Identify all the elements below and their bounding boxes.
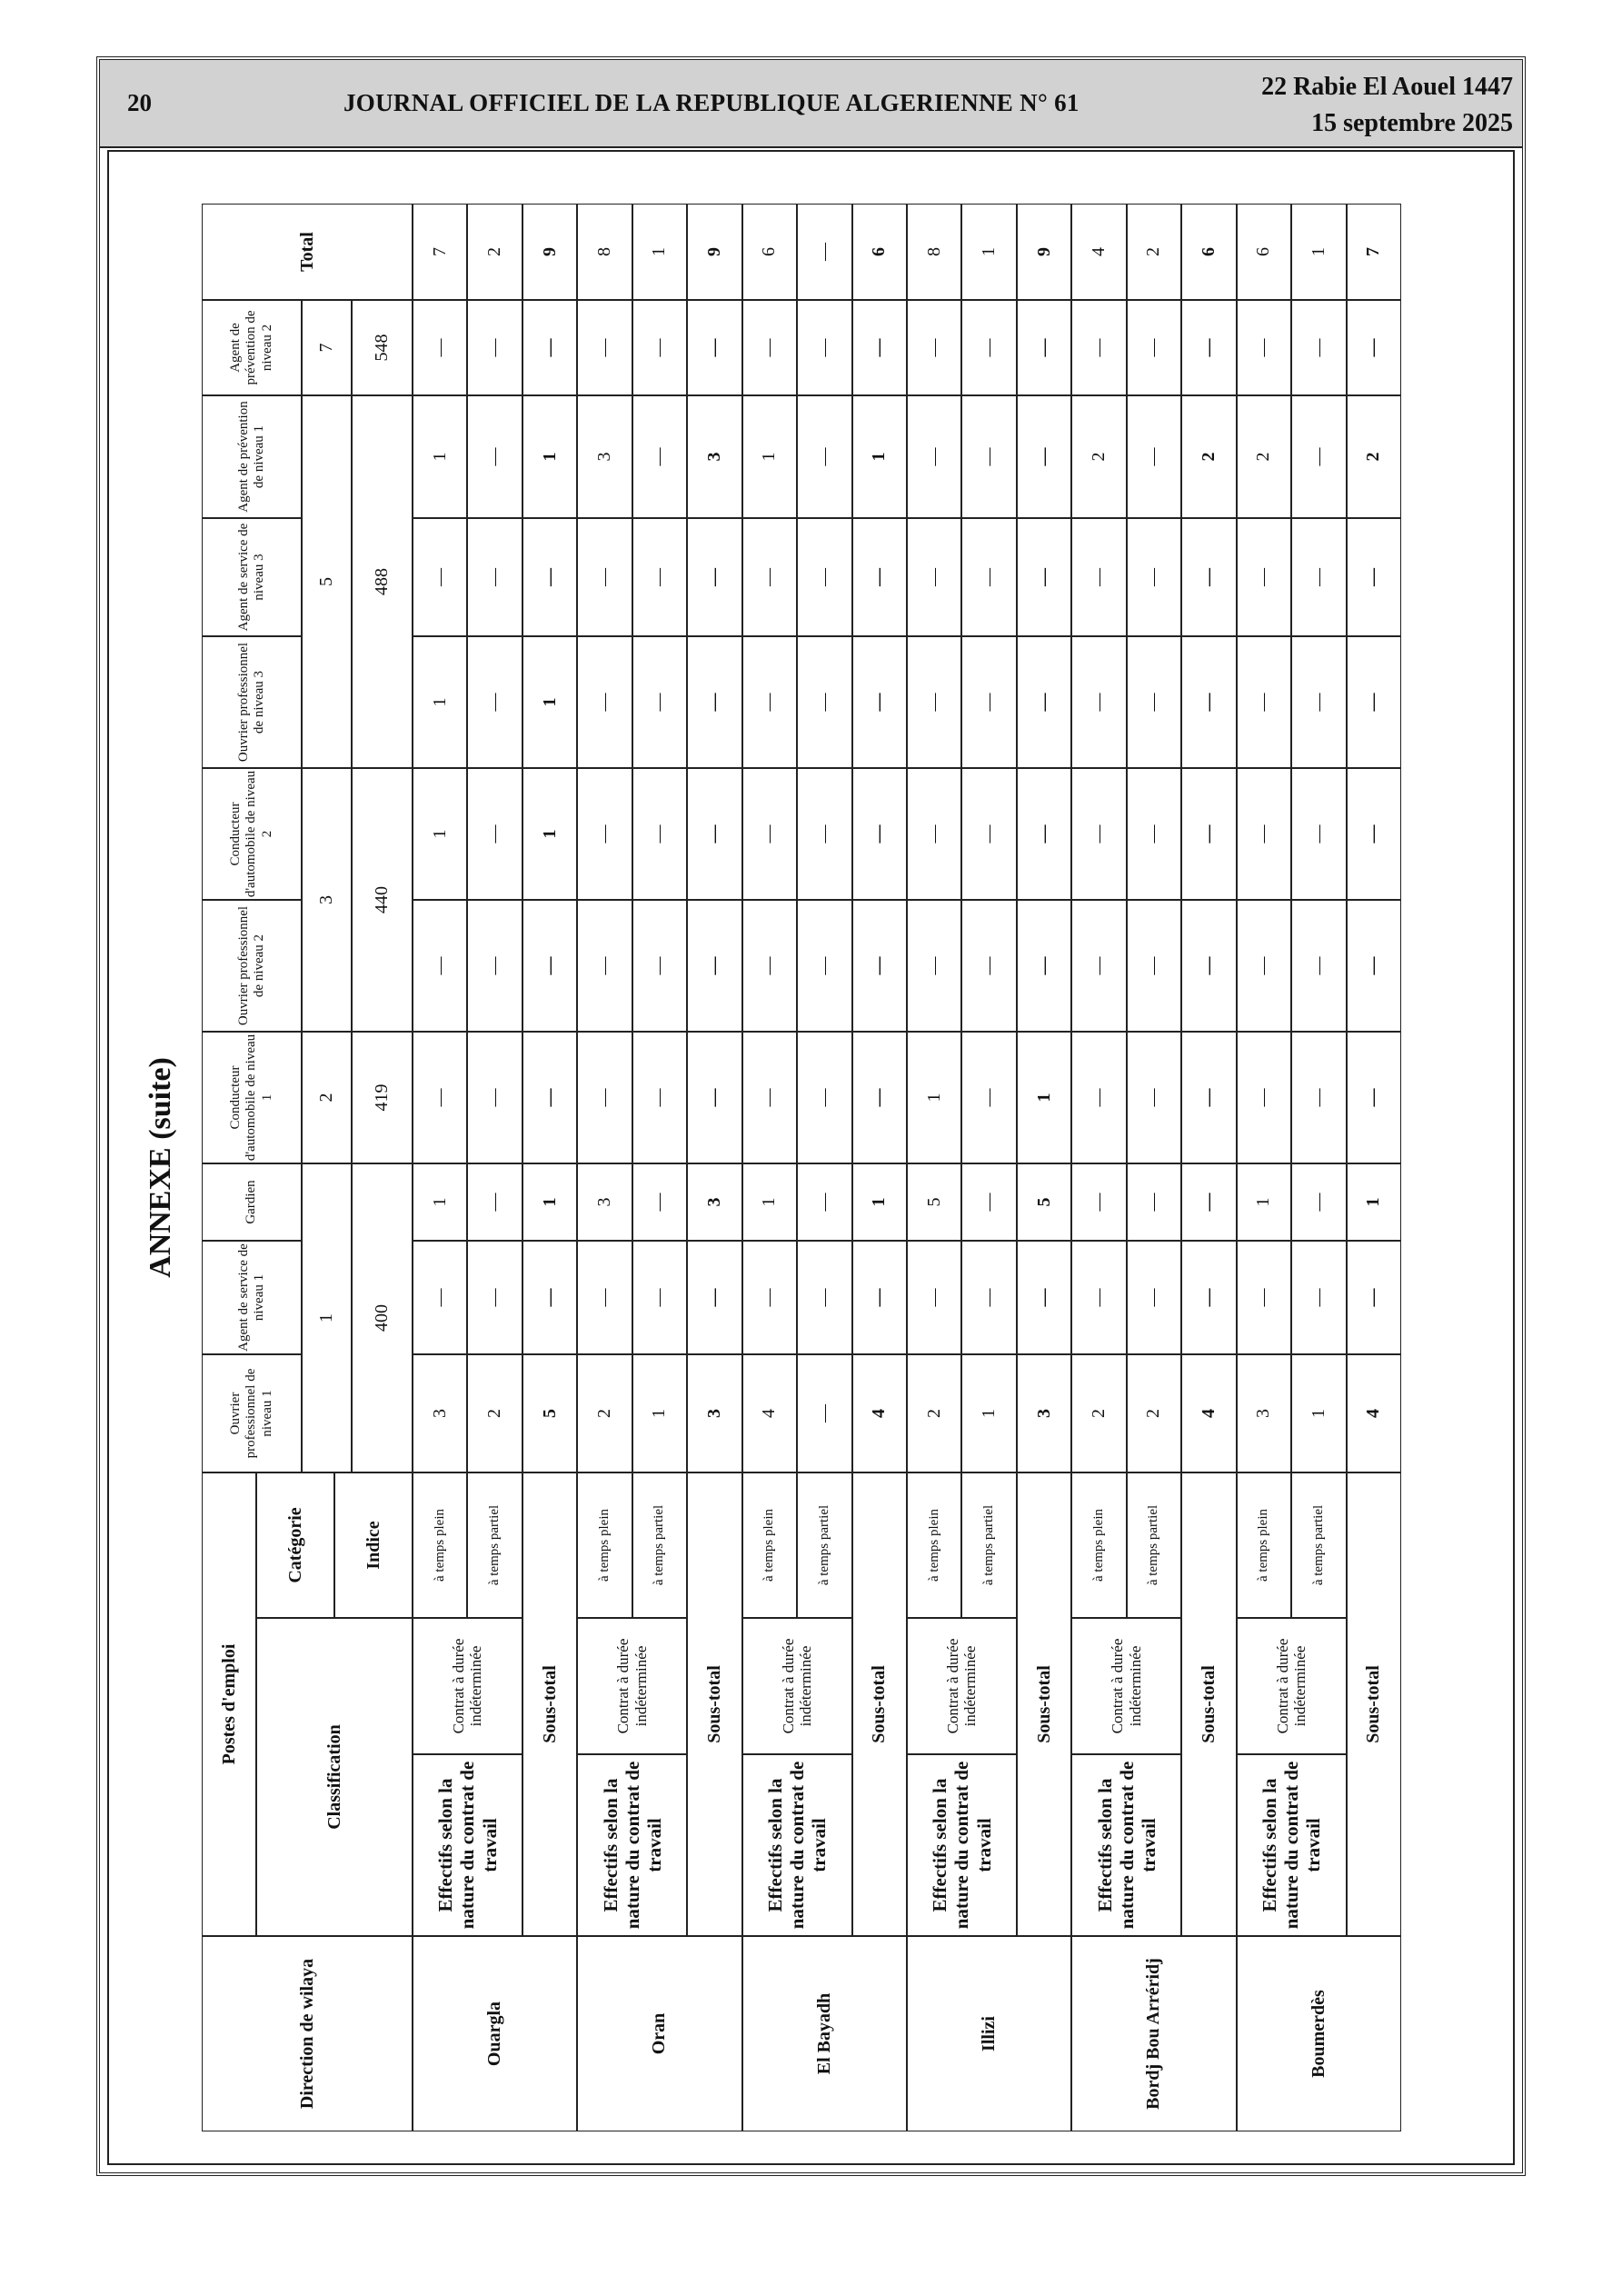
value-cell: 1 <box>1237 1163 1291 1241</box>
subtotal-value: 5 <box>522 1354 577 1472</box>
subtotal-value: 1 <box>852 395 907 518</box>
contrat-label: Contrat à durée indéterminée <box>1071 1618 1181 1754</box>
value-cell: — <box>632 1032 687 1163</box>
subtotal-value: — <box>1347 300 1401 395</box>
categorie-header: Catégorie <box>256 1472 334 1618</box>
subtotal-value: — <box>852 518 907 636</box>
subtotal-value: — <box>1181 1032 1236 1163</box>
contrat-label: Contrat à durée indéterminée <box>742 1618 852 1754</box>
value-cell: — <box>632 900 687 1032</box>
column-header-7: Agent de service de niveau 3 <box>202 518 302 636</box>
value-cell: 2 <box>1071 395 1126 518</box>
effectifs-label: Effectifs selon la nature du contrat de travail <box>1237 1754 1347 1936</box>
wilaya-name: Bordj Bou Arréridj <box>1071 1936 1236 2131</box>
value-cell: — <box>797 1163 851 1241</box>
subtotal-value: 2 <box>1181 395 1236 518</box>
value-cell: — <box>1127 300 1181 395</box>
value-cell: — <box>467 395 522 518</box>
value-cell: 3 <box>413 1354 467 1472</box>
total-cell: 8 <box>577 204 632 300</box>
value-cell: — <box>1127 900 1181 1032</box>
total-cell: 1 <box>961 204 1016 300</box>
wilaya-name: Ouargla <box>413 1936 577 2131</box>
temps-partiel-label: à temps partiel <box>797 1472 851 1618</box>
subtotal-value: 3 <box>687 1354 741 1472</box>
total-cell: 8 <box>907 204 961 300</box>
temps-partiel-label: à temps partiel <box>467 1472 522 1618</box>
value-cell: — <box>1127 636 1181 768</box>
column-header-5: Conducteur d'automobile de niveau 2 <box>202 768 302 900</box>
value-cell: — <box>961 1241 1016 1354</box>
effectifs-label: Effectifs selon la nature du contrat de travail <box>742 1754 852 1936</box>
subtotal-value: — <box>522 518 577 636</box>
subtotal-value: — <box>687 768 741 900</box>
value-cell: — <box>907 900 961 1032</box>
value-cell: — <box>1071 636 1126 768</box>
contrat-label: Contrat à durée indéterminée <box>577 1618 687 1754</box>
subtotal-value: — <box>1181 768 1236 900</box>
value-cell: — <box>467 518 522 636</box>
value-cell: — <box>577 636 632 768</box>
page-number: 20 <box>127 89 152 116</box>
value-cell: — <box>797 395 851 518</box>
subtotal-value: 1 <box>522 1163 577 1241</box>
value-cell: — <box>577 518 632 636</box>
value-cell: — <box>742 518 797 636</box>
value-cell: — <box>961 300 1016 395</box>
classification-header: Classification <box>256 1618 413 1936</box>
sous-total-label: Sous-total <box>1347 1472 1401 1936</box>
value-cell: — <box>961 1032 1016 1163</box>
temps-plein-label: à temps plein <box>577 1472 632 1618</box>
value-cell: 2 <box>1071 1354 1126 1472</box>
total-cell: 6 <box>1237 204 1291 300</box>
value-cell: — <box>961 900 1016 1032</box>
subtotal-value: — <box>1017 395 1071 518</box>
subtotal-value: — <box>1181 518 1236 636</box>
date-hijri: 22 Rabie El Aouel 1447 <box>1261 73 1513 101</box>
value-cell: — <box>742 1032 797 1163</box>
subtotal-value: — <box>1181 300 1236 395</box>
total-cell: 9 <box>1017 204 1071 300</box>
total-cell: 4 <box>1071 204 1126 300</box>
category-cell: 5 <box>302 395 352 768</box>
direction-header: Direction de wilaya <box>202 1936 413 2131</box>
value-cell: 1 <box>961 1354 1016 1472</box>
value-cell: — <box>413 300 467 395</box>
value-cell: — <box>632 636 687 768</box>
value-cell: 3 <box>1237 1354 1291 1472</box>
value-cell: — <box>467 768 522 900</box>
value-cell: — <box>1071 300 1126 395</box>
subtotal-value: — <box>1017 768 1071 900</box>
indice-header: Indice <box>334 1472 413 1618</box>
column-header-1: Agent de service de niveau 1 <box>202 1241 302 1354</box>
value-cell: — <box>797 1032 851 1163</box>
value-cell: 1 <box>413 636 467 768</box>
sous-total-label: Sous-total <box>1017 1472 1071 1936</box>
value-cell: — <box>797 518 851 636</box>
sous-total-label: Sous-total <box>522 1472 577 1936</box>
total-cell: 1 <box>1291 204 1346 300</box>
category-cell: 7 <box>302 300 352 395</box>
value-cell: — <box>467 1163 522 1241</box>
subtotal-value: — <box>1017 1241 1071 1354</box>
total-cell: 9 <box>522 204 577 300</box>
total-cell: 2 <box>467 204 522 300</box>
value-cell: — <box>907 636 961 768</box>
journal-title: JOURNAL OFFICIEL DE LA REPUBLIQUE ALGERIENNE N° 61 <box>343 89 1080 116</box>
subtotal-value: — <box>522 300 577 395</box>
value-cell: — <box>907 518 961 636</box>
value-cell: — <box>577 1241 632 1354</box>
value-cell: — <box>1071 900 1126 1032</box>
value-cell: — <box>742 300 797 395</box>
value-cell: — <box>577 300 632 395</box>
value-cell: — <box>467 636 522 768</box>
value-cell: — <box>1237 900 1291 1032</box>
temps-plein-label: à temps plein <box>1237 1472 1291 1618</box>
value-cell: — <box>797 636 851 768</box>
value-cell: — <box>1127 1241 1181 1354</box>
column-header-2: Gardien <box>202 1163 302 1241</box>
indice-cell: 488 <box>352 395 413 768</box>
subtotal-value: — <box>1017 900 1071 1032</box>
value-cell: — <box>413 900 467 1032</box>
value-cell: — <box>577 768 632 900</box>
subtotal-value: — <box>522 1032 577 1163</box>
subtotal-value: — <box>1347 900 1401 1032</box>
value-cell: — <box>413 1241 467 1354</box>
subtotal-value: 3 <box>687 395 741 518</box>
total-cell: 6 <box>852 204 907 300</box>
subtotal-value: 2 <box>1347 395 1401 518</box>
total-cell: — <box>797 204 851 300</box>
value-cell: — <box>1291 300 1346 395</box>
sous-total-label: Sous-total <box>687 1472 741 1936</box>
temps-partiel-label: à temps partiel <box>961 1472 1016 1618</box>
subtotal-value: — <box>1181 636 1236 768</box>
value-cell: — <box>797 768 851 900</box>
annex-table <box>202 204 1401 2131</box>
wilaya-name: Boumerdès <box>1237 1936 1401 2131</box>
contrat-label: Contrat à durée indéterminée <box>413 1618 522 1754</box>
category-cell: 2 <box>302 1032 352 1163</box>
total-cell: 7 <box>413 204 467 300</box>
effectifs-label: Effectifs selon la nature du contrat de travail <box>1071 1754 1181 1936</box>
subtotal-value: — <box>1347 1241 1401 1354</box>
temps-partiel-label: à temps partiel <box>1291 1472 1346 1618</box>
value-cell: — <box>467 1032 522 1163</box>
column-header-0: Ouvrier professionnel de niveau 1 <box>202 1354 302 1472</box>
total-cell: 1 <box>632 204 687 300</box>
value-cell: — <box>1237 300 1291 395</box>
column-header-8: Agent de prévention de niveau 1 <box>202 395 302 518</box>
wilaya-name: El Bayadh <box>742 1936 907 2131</box>
value-cell: — <box>1237 636 1291 768</box>
subtotal-value: — <box>522 900 577 1032</box>
total-cell: 7 <box>1347 204 1401 300</box>
value-cell: — <box>797 300 851 395</box>
effectifs-label: Effectifs selon la nature du contrat de travail <box>577 1754 687 1936</box>
value-cell: — <box>742 1241 797 1354</box>
value-cell: — <box>413 518 467 636</box>
subtotal-value: 3 <box>687 1163 741 1241</box>
subtotal-value: 1 <box>522 636 577 768</box>
subtotal-value: 1 <box>522 395 577 518</box>
column-header-9: Agent de prévention de niveau 2 <box>202 300 302 395</box>
value-cell: — <box>1291 636 1346 768</box>
subtotal-value: — <box>852 900 907 1032</box>
value-cell: — <box>1071 1163 1126 1241</box>
value-cell: — <box>577 1032 632 1163</box>
subtotal-value: — <box>1181 900 1236 1032</box>
value-cell: — <box>742 900 797 1032</box>
value-cell: — <box>1071 768 1126 900</box>
value-cell: — <box>1127 768 1181 900</box>
temps-plein-label: à temps plein <box>742 1472 797 1618</box>
wilaya-name: Illizi <box>907 1936 1071 2131</box>
value-cell: — <box>632 768 687 900</box>
temps-plein-label: à temps plein <box>907 1472 961 1618</box>
value-cell: — <box>467 900 522 1032</box>
value-cell: 1 <box>413 1163 467 1241</box>
value-cell: — <box>1237 518 1291 636</box>
value-cell: — <box>1127 1163 1181 1241</box>
subtotal-value: — <box>522 1241 577 1354</box>
value-cell: — <box>1127 1032 1181 1163</box>
value-cell: — <box>1291 395 1346 518</box>
subtotal-value: — <box>1181 1163 1236 1241</box>
total-cell: 2 <box>1127 204 1181 300</box>
value-cell: — <box>1291 1163 1346 1241</box>
subtotal-value: — <box>1347 636 1401 768</box>
effectifs-label: Effectifs selon la nature du contrat de travail <box>413 1754 522 1936</box>
value-cell: — <box>632 300 687 395</box>
subtotal-value: — <box>1181 1241 1236 1354</box>
subtotal-value: — <box>852 1032 907 1163</box>
value-cell: — <box>632 1241 687 1354</box>
value-cell: — <box>1071 1241 1126 1354</box>
total-header: Total <box>202 204 413 300</box>
value-cell: — <box>632 518 687 636</box>
value-cell: — <box>961 1163 1016 1241</box>
total-cell: 6 <box>742 204 797 300</box>
value-cell: — <box>577 900 632 1032</box>
value-cell: 5 <box>907 1163 961 1241</box>
value-cell: — <box>1291 900 1346 1032</box>
wilaya-name: Oran <box>577 1936 741 2131</box>
value-cell: 1 <box>1291 1354 1346 1472</box>
value-cell: — <box>742 768 797 900</box>
value-cell: — <box>1291 768 1346 900</box>
value-cell: 1 <box>742 1163 797 1241</box>
temps-partiel-label: à temps partiel <box>1127 1472 1181 1618</box>
value-cell: — <box>1237 1032 1291 1163</box>
category-cell: 3 <box>302 768 352 1032</box>
value-cell: — <box>413 1032 467 1163</box>
value-cell: — <box>961 395 1016 518</box>
contrat-label: Contrat à durée indéterminée <box>907 1618 1017 1754</box>
value-cell: 1 <box>742 395 797 518</box>
subtotal-value: — <box>1347 768 1401 900</box>
temps-plein-label: à temps plein <box>413 1472 467 1618</box>
date-gregorian: 15 septembre 2025 <box>1311 109 1513 137</box>
postes-header: Postes d'emploi <box>202 1472 256 1936</box>
value-cell: 1 <box>632 1354 687 1472</box>
value-cell: — <box>797 1354 851 1472</box>
value-cell: — <box>1127 395 1181 518</box>
column-header-6: Ouvrier professionnel de niveau 3 <box>202 636 302 768</box>
subtotal-value: 4 <box>852 1354 907 1472</box>
value-cell: 2 <box>1127 1354 1181 1472</box>
value-cell: — <box>1127 518 1181 636</box>
subtotal-value: — <box>1017 300 1071 395</box>
column-header-3: Conducteur d'automobile de niveau 1 <box>202 1032 302 1163</box>
value-cell: — <box>1071 1032 1126 1163</box>
value-cell: — <box>907 300 961 395</box>
sous-total-label: Sous-total <box>1181 1472 1236 1936</box>
value-cell: 2 <box>907 1354 961 1472</box>
value-cell: — <box>1291 518 1346 636</box>
subtotal-value: 3 <box>1017 1354 1071 1472</box>
indice-cell: 400 <box>352 1163 413 1472</box>
subtotal-value: 4 <box>1347 1354 1401 1472</box>
value-cell: 1 <box>413 768 467 900</box>
value-cell: — <box>1291 1241 1346 1354</box>
contrat-label: Contrat à durée indéterminée <box>1237 1618 1347 1754</box>
value-cell: — <box>742 636 797 768</box>
subtotal-value: — <box>852 768 907 900</box>
indice-cell: 548 <box>352 300 413 395</box>
value-cell: — <box>797 900 851 1032</box>
subtotal-value: — <box>1347 1032 1401 1163</box>
subtotal-value: — <box>687 300 741 395</box>
column-header-4: Ouvrier professionnel de niveau 2 <box>202 900 302 1032</box>
annex-title: ANNEXE (suite) <box>144 1057 177 1278</box>
subtotal-value: — <box>852 636 907 768</box>
category-cell: 1 <box>302 1163 352 1472</box>
total-cell: 9 <box>687 204 741 300</box>
value-cell: — <box>907 768 961 900</box>
value-cell: — <box>467 300 522 395</box>
subtotal-value: — <box>852 300 907 395</box>
subtotal-value: 1 <box>522 768 577 900</box>
temps-partiel-label: à temps partiel <box>632 1472 687 1618</box>
indice-cell: 419 <box>352 1032 413 1163</box>
subtotal-value: 1 <box>1347 1163 1401 1241</box>
value-cell: 1 <box>413 395 467 518</box>
subtotal-value: — <box>687 900 741 1032</box>
value-cell: 3 <box>577 1163 632 1241</box>
value-cell: — <box>1237 1241 1291 1354</box>
value-cell: — <box>961 518 1016 636</box>
effectifs-label: Effectifs selon la nature du contrat de travail <box>907 1754 1017 1936</box>
subtotal-value: 5 <box>1017 1163 1071 1241</box>
sous-total-label: Sous-total <box>852 1472 907 1936</box>
indice-cell: 440 <box>352 768 413 1032</box>
subtotal-value: — <box>1347 518 1401 636</box>
value-cell: 1 <box>907 1032 961 1163</box>
total-cell: 6 <box>1181 204 1236 300</box>
subtotal-value: — <box>1017 518 1071 636</box>
subtotal-value: — <box>852 1241 907 1354</box>
value-cell: — <box>1071 518 1126 636</box>
value-cell: — <box>1291 1032 1346 1163</box>
value-cell: 2 <box>577 1354 632 1472</box>
subtotal-value: 4 <box>1181 1354 1236 1472</box>
value-cell: — <box>961 768 1016 900</box>
value-cell: 2 <box>1237 395 1291 518</box>
rotated-annex <box>129 204 1401 2131</box>
value-cell: — <box>1237 768 1291 900</box>
subtotal-value: — <box>687 1241 741 1354</box>
value-cell: — <box>797 1241 851 1354</box>
temps-plein-label: à temps plein <box>1071 1472 1126 1618</box>
value-cell: — <box>907 395 961 518</box>
value-cell: — <box>961 636 1016 768</box>
value-cell: 2 <box>467 1354 522 1472</box>
subtotal-value: 1 <box>852 1163 907 1241</box>
value-cell: — <box>632 395 687 518</box>
subtotal-value: — <box>687 1032 741 1163</box>
value-cell: — <box>907 1241 961 1354</box>
value-cell: 3 <box>577 395 632 518</box>
subtotal-value: — <box>687 636 741 768</box>
subtotal-value: — <box>1017 636 1071 768</box>
subtotal-value: — <box>687 518 741 636</box>
value-cell: — <box>467 1241 522 1354</box>
value-cell: — <box>632 1163 687 1241</box>
value-cell: 4 <box>742 1354 797 1472</box>
subtotal-value: 1 <box>1017 1032 1071 1163</box>
